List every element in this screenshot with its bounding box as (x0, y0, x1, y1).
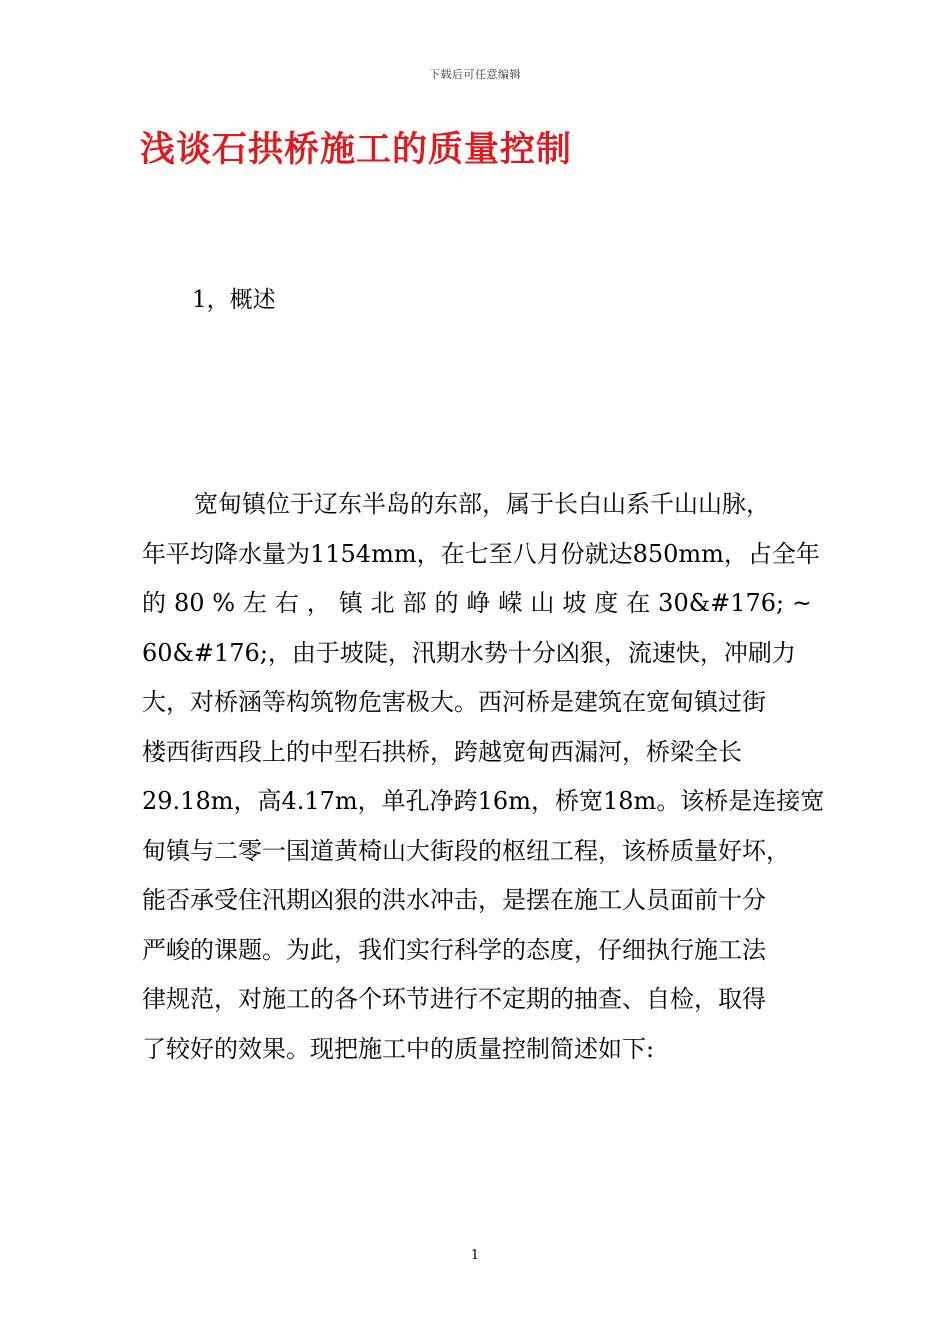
paragraph-line: 了较好的效果。现把施工中的质量控制简述如下: (142, 1034, 655, 1063)
paragraph-line: 年平均降水量为1154mm，在七至八月份就达850mm，占全年 (142, 539, 820, 568)
header-note: 下载后可任意编辑 (429, 68, 521, 81)
page-number: 1 (470, 1248, 480, 1263)
body-paragraph (142, 480, 825, 1074)
document-title: 浅谈石拱桥施工的质量控制 (140, 130, 573, 170)
paragraph-line: 能否承受住汛期凶狠的洪水冲击，是摆在施工人员面前十分 (142, 886, 766, 914)
paragraph-line: 60&#176;，由于坡陡，汛期水势十分凶狠，流速快，冲刷力 (142, 638, 796, 667)
paragraph-line: 大，对桥涵等构筑物危害极大。西河桥是建筑在宽甸镇过街 (142, 688, 766, 716)
paragraph-line: 29.18m，高4.17m，单孔净跨16m，桥宽18m。该桥是连接宽 (142, 787, 825, 815)
section-heading: 1，概述 (192, 287, 276, 313)
paragraph-line: 楼西街西段上的中型石拱桥，跨越宽甸西漏河，桥梁全长 (142, 737, 742, 766)
paragraph-line: 的 80 % 左 右 ， 镇 北 部 的 峥 嵘 山 坡 度 在 30&#176; ~ (142, 589, 812, 617)
paragraph-line: 宽甸镇位于辽东半岛的东部，属于长白山系千山山脉， (194, 490, 770, 518)
paragraph-line: 律规范，对施工的各个环节进行不定期的抽查、自检，取得 (142, 985, 766, 1013)
paragraph-line: 甸镇与二零一国道黄椅山大街段的枢纽工程，该桥质量好坏， (142, 836, 790, 865)
paragraph-line: 严峻的课题。为此，我们实行科学的态度，仔细执行施工法 (142, 935, 766, 964)
